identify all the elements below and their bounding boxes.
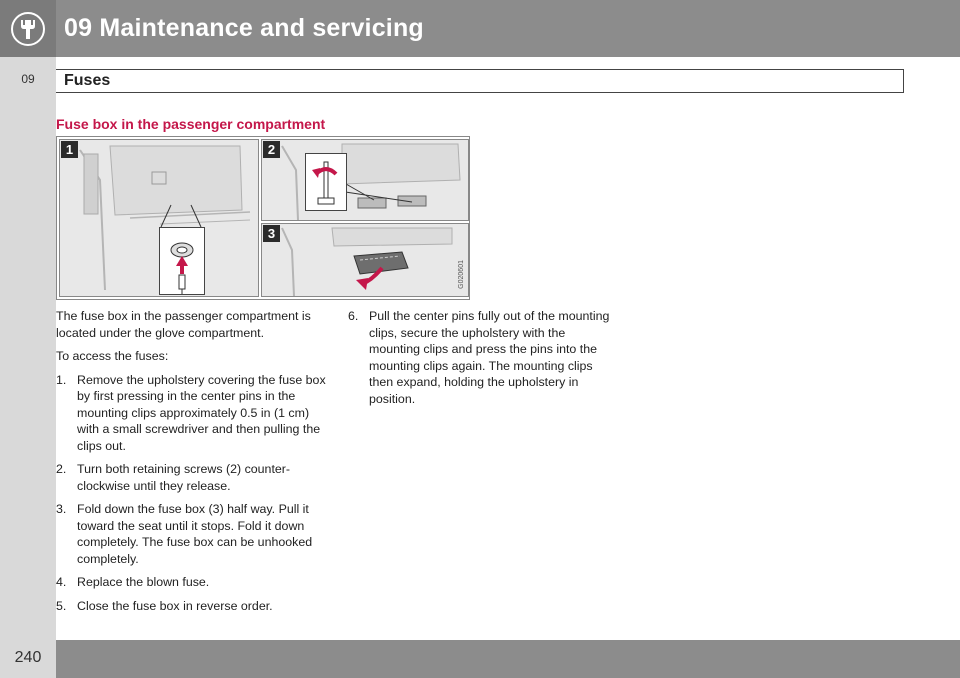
section-bar <box>56 69 904 93</box>
list-item <box>56 501 328 567</box>
screw-detail-inset <box>305 153 347 211</box>
figure-badge-1: 1 <box>61 141 78 158</box>
list-item <box>56 598 328 615</box>
fusebox-fold-drawing <box>262 224 468 296</box>
step-text: Pull the center pins fully out of the mounting clips, secure the upholstery with the mounting clips and press the pins into the mounting clips again. The mounting clips then expand, holding the upholstery in position. <box>369 309 610 406</box>
step-text: Remove the upholstery covering the fuse box by first pressing in the center pins in the mounting clips approximately 0.5 in (1 cm) with a small screwdriver and then pulling the clips out. <box>77 372 326 453</box>
steps-list <box>56 372 328 615</box>
chapter-number: 09 <box>21 72 35 86</box>
steps-list-continued <box>348 308 612 407</box>
step-number: 4. <box>56 575 67 589</box>
step-number: 1. <box>56 372 67 387</box>
clip-detail-inset <box>159 227 205 295</box>
header-icon-box <box>0 0 56 57</box>
page-number: 240 <box>14 649 42 666</box>
section-title: Fuses <box>64 72 111 89</box>
figure-badge-2: 2 <box>263 141 280 158</box>
screwdriver-clip-icon <box>160 228 204 294</box>
access-label: To access the fuses: <box>56 349 169 363</box>
glovebox-drawing-2 <box>262 140 468 220</box>
figure-panel-3 <box>261 223 469 297</box>
step-text: Replace the blown fuse. <box>77 575 210 589</box>
inset-pointer-lines <box>159 203 203 229</box>
list-item <box>348 308 612 407</box>
fuse-box-illustration <box>56 136 470 300</box>
step-text: Turn both retaining screws (2) counter-clockwise until they release. <box>77 462 291 493</box>
step-text: Close the fuse box in reverse order. <box>77 598 273 613</box>
left-column <box>56 308 328 621</box>
figure-code: G020601 <box>458 260 465 289</box>
chapter-sidebar <box>0 57 56 640</box>
step-number: 3. <box>56 502 67 516</box>
list-item <box>56 461 328 494</box>
step-number: 6. <box>348 309 359 323</box>
wrench-circle-icon <box>10 11 46 47</box>
right-column <box>348 308 612 414</box>
chapter-title: 09 Maintenance and servicing <box>64 14 424 42</box>
step-number: 2. <box>56 462 67 476</box>
figure-badge-3: 3 <box>263 225 280 242</box>
step-number: 5. <box>56 598 67 613</box>
subheading: Fuse box in the passenger compartment <box>56 116 326 132</box>
page-footer <box>0 640 960 678</box>
rotate-screw-icon <box>306 154 346 210</box>
list-item <box>56 372 328 455</box>
figure-panel-2 <box>261 139 469 221</box>
list-item <box>56 574 328 591</box>
step-text: Fold down the fuse box (3) half way. Pull it toward the seat until it stops. Fold it down completely. The fuse box can be unhooked completely. <box>77 502 313 566</box>
intro-paragraph: The fuse box in the passenger compartment is located under the glove compartment. <box>56 309 311 340</box>
